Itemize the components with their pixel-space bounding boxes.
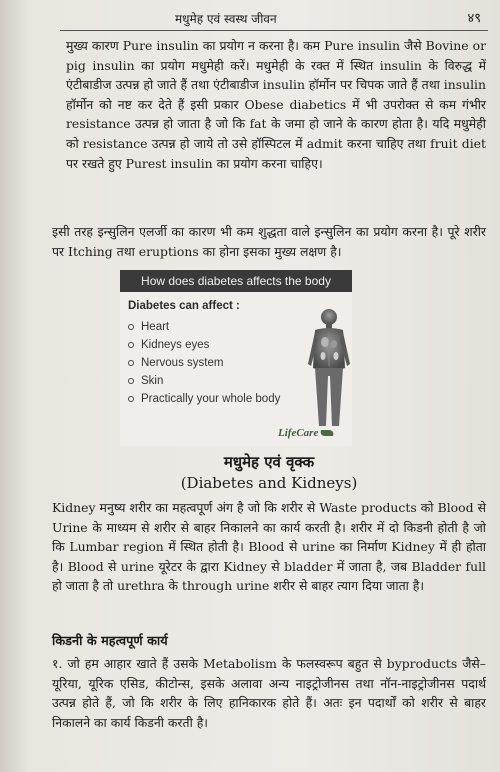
- bullet-icon: [128, 396, 134, 402]
- bullet-icon: [128, 378, 134, 384]
- list-item: Nervous system: [128, 354, 280, 372]
- header-divider: [60, 30, 488, 31]
- section-heading-english: (Diabetes and Kidneys): [180, 474, 358, 492]
- bullet-icon: [128, 342, 134, 348]
- kidney-functions-subheading: किडनी के महत्वपूर्ण कार्य: [52, 634, 168, 649]
- list-item: Kidneys eyes: [128, 336, 280, 354]
- diabetes-effects-figure: [120, 270, 352, 446]
- running-title: मधुमेह एवं स्वस्थ जीवन: [175, 12, 277, 26]
- section-heading-hindi: मधुमेह एवं वृक्क: [223, 453, 315, 471]
- figure-affect-label: Diabetes can affect :: [128, 300, 240, 312]
- bullet-icon: [128, 324, 134, 330]
- human-body-illustration: [303, 306, 353, 430]
- list-item: Heart: [128, 318, 280, 336]
- paragraph-insulin-allergy: इसी तरह इन्सुलिन एलर्जी का कारण भी कम शुद्धता वाले इन्सुलिन का प्रयोग करना है। पूरे शरीर पर Itching तथा eruptions का होना इसका मुख्य लक्षण है।: [52, 224, 486, 259]
- page-number: ४९: [467, 11, 481, 26]
- list-item: Practically your whole body: [128, 390, 280, 408]
- running-header: [95, 6, 485, 28]
- leaf-icon: [319, 430, 335, 436]
- paragraph-kidney: Kidney मनुष्य शरीर का महत्वपूर्ण अंग है जो कि शरीर से Waste products को Blood से Urine के माध्यम से शरीर से बाहर निकालने का कार्य करती है। शरीर में दो किडनी होती है जो कि Lumbar region में स्थित होती है। Blood से urine का निर्माण Kidney में ही होता है। Blood से urine यूरेटर के द्वारा Kidney से bladder में जाता है, जब Bladder full हो जाता है तो urethra के through urine शरीर से बाहर त्याग दिया जाता है।: [52, 500, 486, 594]
- paragraph-kidney-function-1: १. जो हम आहार खाते हैं उसके Metabolism के फलस्वरूप बहुत से byproducts जैसे–यूरिया, यूरिक एसिड, कीटोन्स, इसके अलावा अन्य नाइट्रोजीनस तथा नॉन-नाइट्रोजीनस पदार्थ उत्पन्न होते हैं, जो कि शरीर के लिए हानिकारक होते हैं। अतः इन पदार्थों को शरीर से बाहर निकालने का कार्य किडनी करती है।: [52, 656, 486, 730]
- bullet-icon: [128, 360, 134, 366]
- paragraph-insulin-resistance: मुख्य कारण Pure insulin का प्रयोग न करना है। कम Pure insulin जैसे Bovine or pig insulin का प्रयोग मधुमेही करें। मधुमेही के रक्त में स्थित insulin के विरुद्ध में एंटीबाडीज उत्पन्न हो जाते हैं तथा एंटीबाडीज insulin हॉर्मोन पर चिपक जाते हैं तथा insulin हॉर्मोन को नष्ट कर देते हैं इसी प्रकार Obese diabetics में भी उपरोक्त से कम गंभीर resistance उत्पन्न हो जाता है जो कि fat के जमा हो जाने के कारण होता है। यदि मधुमेही को resistance उत्पन्न हो जाये तो उसे हॉस्पिटल में admit करना चाहिए तथा fruit diet पर रखते हुए Purest insulin का प्रयोग करना चाहिए।: [66, 38, 486, 171]
- figure-affect-list: [128, 318, 280, 408]
- figure-header: How does diabetes affects the body: [120, 270, 352, 292]
- lifecare-logo: LifeCare: [278, 427, 334, 439]
- list-item: Skin: [128, 372, 280, 390]
